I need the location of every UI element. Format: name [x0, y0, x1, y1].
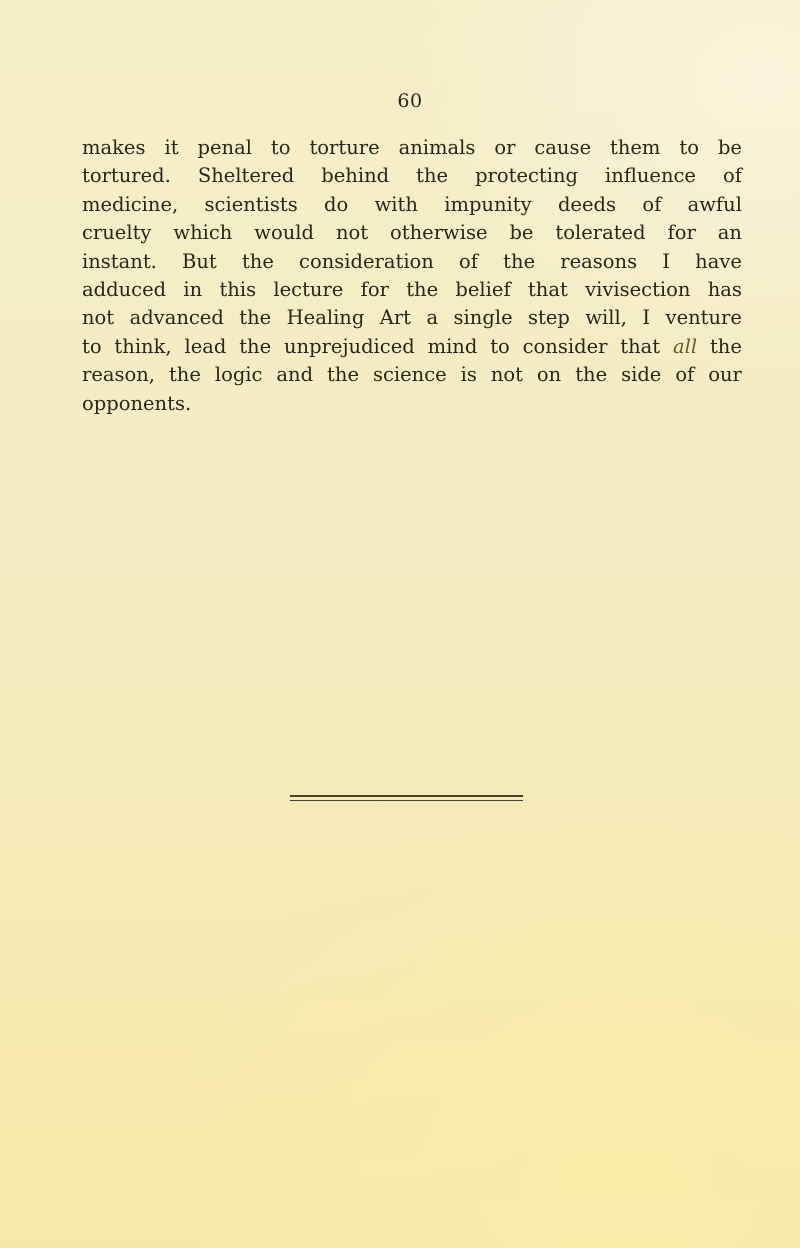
word: consider [522, 334, 608, 358]
word: of [722, 164, 742, 188]
word: of [642, 192, 662, 216]
word: this [219, 277, 257, 301]
word: instant. [82, 249, 157, 273]
word: of [459, 249, 478, 273]
word: has [707, 277, 742, 301]
word: of [675, 363, 695, 387]
word: the [239, 306, 272, 330]
word: will, [585, 306, 627, 330]
word: to [679, 136, 699, 159]
text-line [82, 248, 742, 276]
word: in [183, 277, 203, 301]
word: lecture [273, 277, 344, 301]
word: adduced [82, 277, 167, 301]
text-line [82, 134, 742, 162]
word: to [82, 334, 102, 358]
word: or [494, 136, 516, 159]
word: the [239, 334, 272, 358]
page-number: 60 [397, 90, 423, 112]
word: not [82, 306, 115, 330]
word: I [642, 306, 651, 330]
word: the [406, 277, 439, 301]
word: penal [197, 136, 252, 159]
word: do [324, 192, 349, 216]
word: torture [309, 136, 380, 159]
word: cruelty [82, 221, 152, 245]
word: is [460, 363, 477, 387]
text-line [82, 162, 742, 190]
word: the [416, 164, 449, 188]
word: tortured. [82, 164, 171, 188]
word: Healing [286, 306, 365, 330]
word: medicine, [82, 192, 179, 216]
word: Art [379, 306, 412, 330]
word: unprejudiced [284, 334, 415, 358]
word: scientists [204, 192, 298, 216]
word: lead [184, 334, 227, 358]
word: tolerated [555, 221, 646, 245]
word: the [241, 249, 274, 273]
word: be [717, 136, 742, 159]
word: an [717, 221, 742, 245]
word: single [453, 306, 513, 330]
word: behind [321, 164, 390, 188]
word: consideration [299, 249, 434, 273]
text-line [82, 390, 742, 418]
word: the [327, 363, 359, 387]
text-line [82, 361, 742, 389]
word: animals [398, 136, 476, 159]
word: step [528, 306, 570, 330]
word: to [490, 334, 510, 358]
word: to [270, 136, 291, 159]
word: logic [214, 363, 263, 387]
word: opponents. [82, 391, 192, 415]
word: science [372, 363, 447, 387]
word: impunity [444, 192, 532, 216]
end-rule-thick [290, 795, 523, 797]
word: mind [427, 334, 478, 358]
word: Sheltered [197, 164, 295, 188]
text-line [82, 333, 742, 361]
word: on [536, 363, 562, 387]
word: and [276, 363, 314, 387]
word: awful [687, 192, 742, 216]
word: for [667, 221, 696, 245]
word: But [182, 249, 217, 273]
word: for [360, 277, 389, 301]
word: I [662, 249, 670, 273]
word: a [426, 306, 439, 330]
body-paragraph [82, 134, 742, 418]
word: otherwise [390, 221, 488, 245]
word: influence [605, 164, 696, 188]
text-line [82, 304, 742, 332]
word: that [620, 334, 661, 358]
word: deeds [557, 192, 617, 216]
word: venture [665, 306, 742, 330]
word: them [610, 136, 661, 159]
word: the [168, 363, 201, 387]
word: the [709, 334, 742, 358]
word: think, [114, 334, 172, 358]
word: the [575, 363, 608, 387]
word: not [490, 363, 523, 387]
word: advanced [129, 306, 224, 330]
word: reasons [560, 249, 638, 273]
word: that [527, 277, 568, 301]
word: belief [455, 277, 511, 301]
word: be [509, 221, 534, 245]
word: protecting [475, 164, 579, 188]
text-line [82, 191, 742, 219]
word: not [335, 221, 369, 245]
text-line [82, 219, 742, 247]
word: our [708, 363, 742, 387]
word: vivisection [585, 277, 691, 301]
word: side [621, 363, 662, 387]
word: would [254, 221, 314, 245]
italic-word: all [672, 334, 698, 358]
end-rule-thin [290, 800, 523, 801]
word: reason, [82, 363, 155, 387]
text-line [82, 276, 742, 304]
word: which [173, 221, 233, 245]
word: with [374, 192, 418, 216]
word: cause [534, 136, 592, 159]
word: the [503, 249, 536, 273]
word: have [695, 249, 742, 273]
word: it [164, 136, 179, 159]
word: makes [82, 136, 146, 159]
